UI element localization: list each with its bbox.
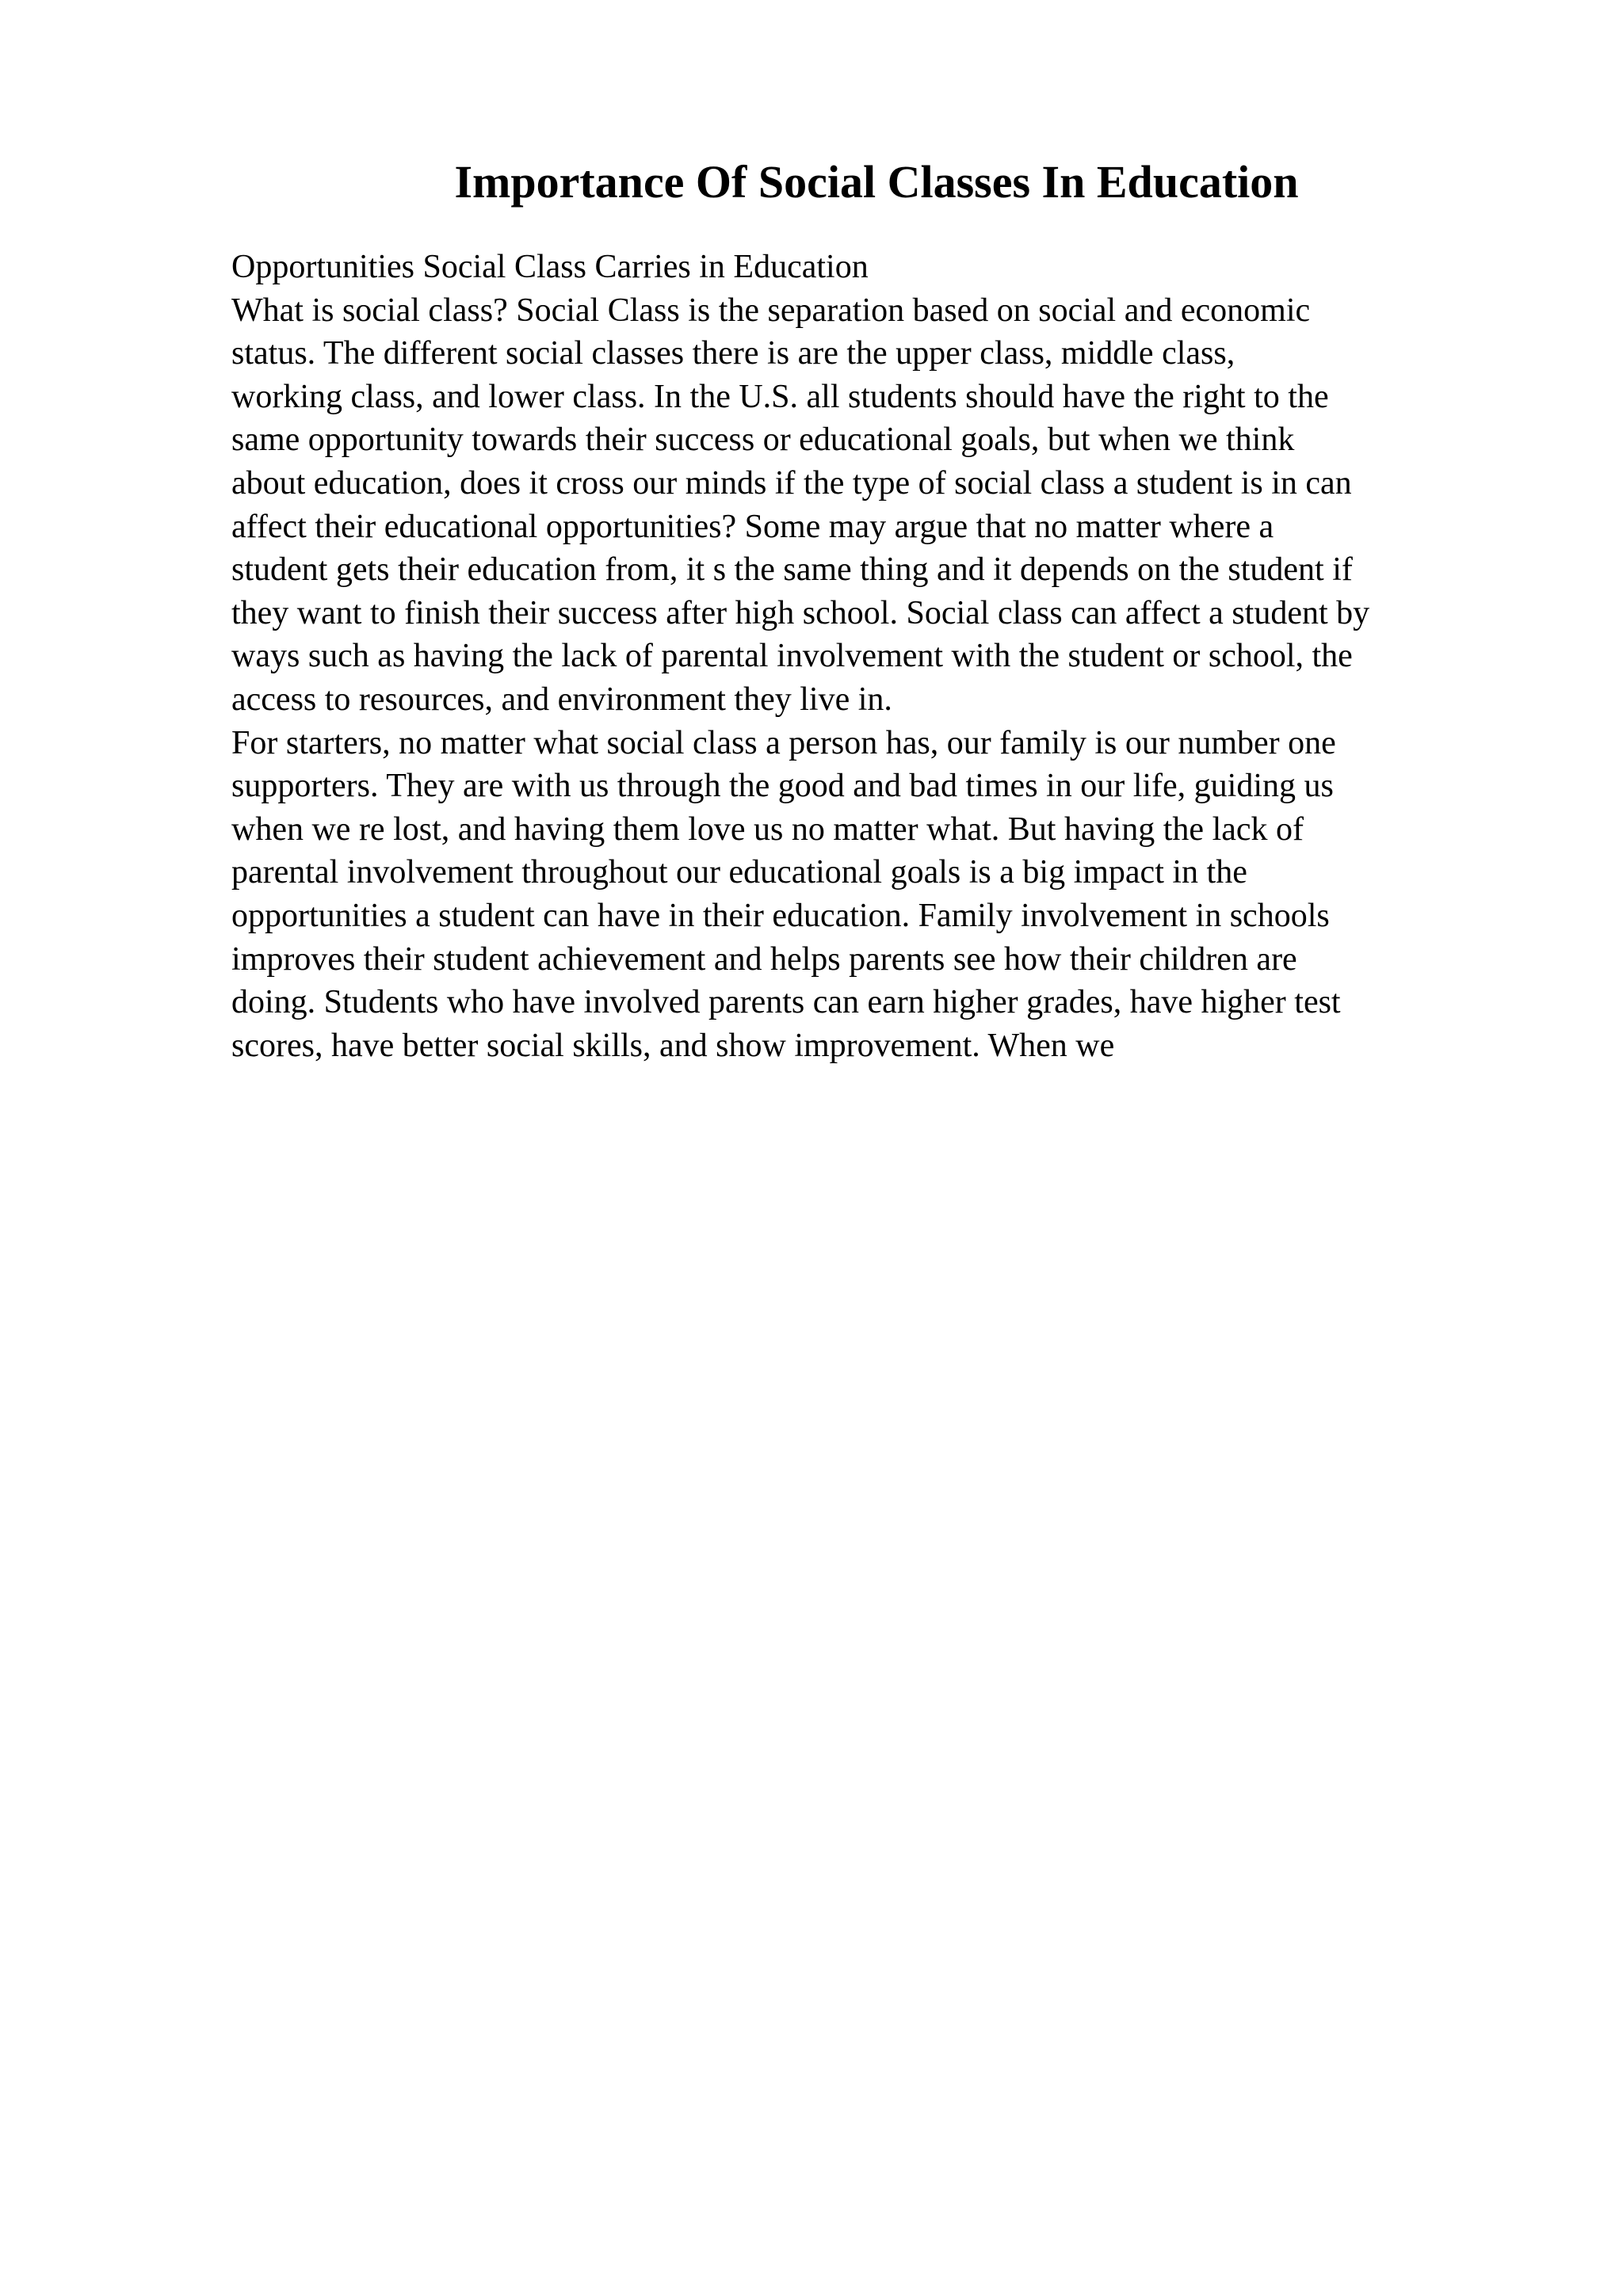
text-line: Opportunities Social Class Carries in Education: [231, 249, 869, 285]
text-line: opportunities a student can have in their education. Family involvement in schools: [231, 897, 1330, 934]
document-body: [231, 246, 1594, 1067]
text-line: parental involvement throughout our educational goals is a big impact in the: [231, 854, 1247, 891]
text-line: they want to finish their success after high school. Social class can affect a student by: [231, 594, 1370, 631]
text-line: doing. Students who have involved parents can earn higher grades, have higher test: [231, 984, 1341, 1021]
text-line: What is social class? Social Class is the separation based on social and economic: [231, 292, 1311, 329]
text-line: scores, have better social skills, and show improvement. When we: [231, 1027, 1115, 1064]
text-line: when we re lost, and having them love us no matter what. But having the lack of: [231, 810, 1304, 848]
text-line: about education, does it cross our minds if the type of social class a student is in can: [231, 464, 1352, 502]
text-line: improves their student achievement and helps parents see how their children are: [231, 940, 1297, 978]
text-line: access to resources, and environment they live in.: [231, 681, 892, 718]
text-line: ways such as having the lack of parental involvement with the student or school, the: [231, 638, 1353, 675]
text-line: same opportunity towards their success or educational goals, but when we think: [231, 421, 1295, 459]
text-line: student gets their education from, it s the same thing and it depends on the student if: [231, 551, 1353, 589]
text-line: For starters, no matter what social class a person has, our family is our number one: [231, 724, 1336, 761]
text-line: affect their educational opportunities? Some may argue that no matter where a: [231, 508, 1274, 545]
document-title: Importance Of Social Classes In Education: [454, 156, 1299, 208]
text-line: status. The different social classes there is are the upper class, middle class,: [231, 335, 1235, 372]
text-line: working class, and lower class. In the U.S. all students should have the right to the: [231, 378, 1329, 415]
text-line: supporters. They are with us through the good and bad times in our life, guiding us: [231, 768, 1334, 805]
